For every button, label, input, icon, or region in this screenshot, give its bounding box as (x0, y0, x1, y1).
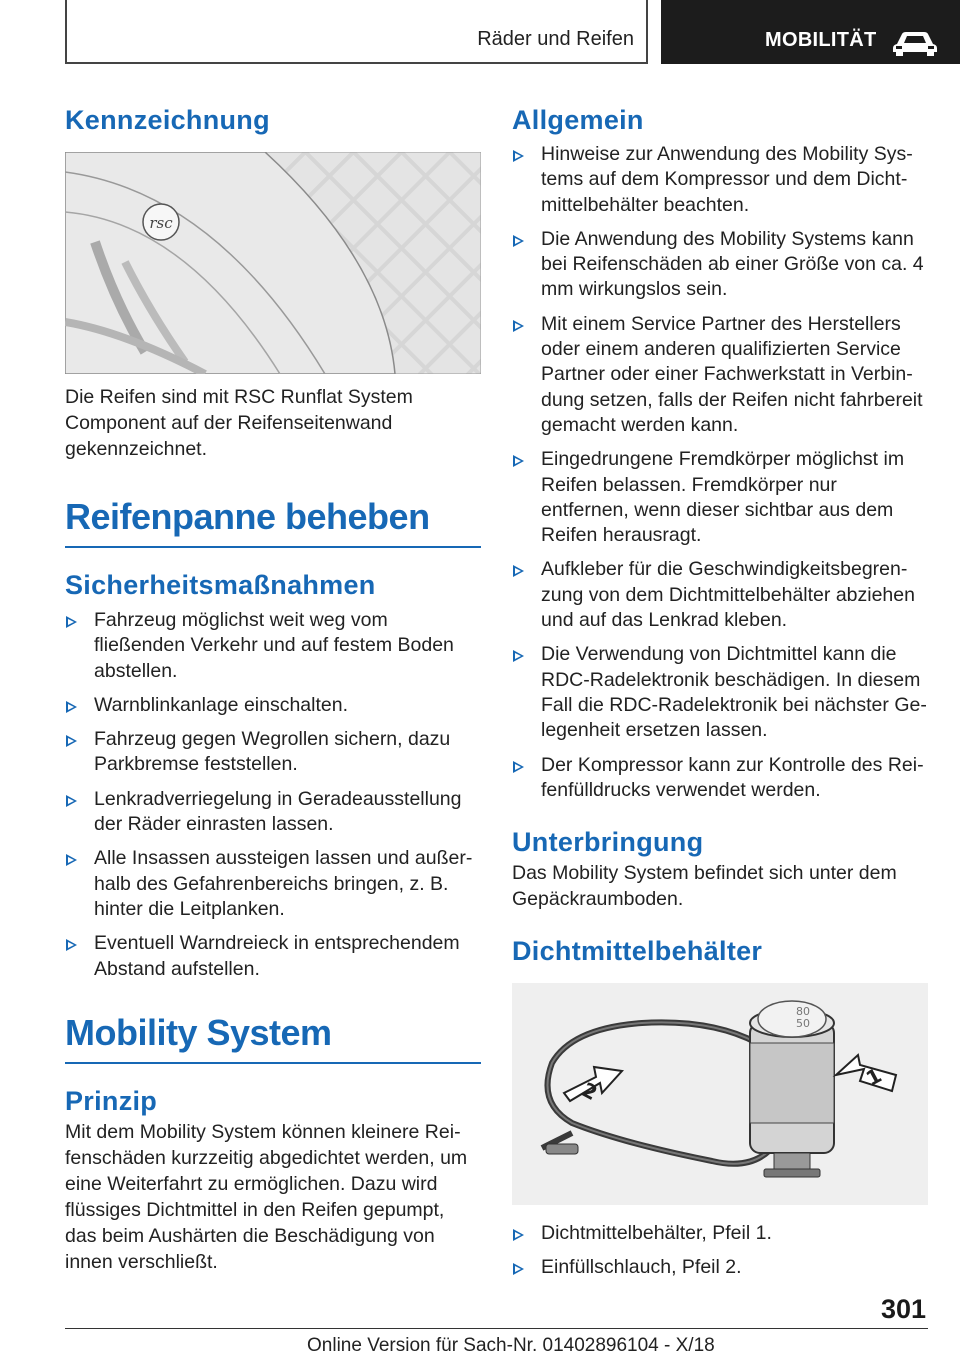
list-item: Warnblinkanlage einschalten. (65, 693, 481, 718)
list-item: Aufkleber für die Geschwindigkeitsbegrenzung von dem Dichtmittelbehälter abziehen und auf das Lenkrad kleben. (512, 557, 928, 633)
unterbringung-text: Das Mobility System befindet sich unter dem Gepäckraumboden. (512, 862, 897, 911)
dichtmittel-list (512, 1221, 928, 1281)
allgemein-heading: Allgemein (512, 105, 644, 135)
prinzip-heading: Prinzip (65, 1085, 158, 1116)
triangle-bullet-icon (513, 1263, 524, 1275)
triangle-bullet-icon (66, 939, 77, 951)
page-number: 301 (880, 1294, 926, 1324)
sicherheit-list (65, 608, 481, 982)
list-item: Der Kompressor kann zur Kontrolle des Reifenfülldrucks verwendet werden. (512, 753, 928, 804)
allgemein-list (512, 142, 928, 803)
list-item: Dichtmittelbehälter, Pfeil 1. (512, 1221, 928, 1246)
sealant-container-image (512, 983, 928, 1205)
list-item: Hinweise zur Anwendung des Mobility Systems auf dem Kompressor und dem Dichtmittelbehälter beachten. (512, 142, 928, 218)
triangle-bullet-icon (66, 854, 77, 866)
right-column (512, 96, 928, 1290)
sicherheit-heading: Sicherheitsmaßnahmen (65, 570, 376, 600)
list-item: Alle Insassen aussteigen lassen und außerhalb des Gefahrenbereichs bringen, z. B. hinter die Leitplanken. (65, 846, 481, 922)
container-label-80: 80 (796, 1005, 810, 1019)
footer-divider (65, 1328, 928, 1329)
triangle-bullet-icon (513, 1229, 524, 1241)
tire-rsc-marking-image (65, 152, 481, 374)
chapter-tab (661, 0, 960, 64)
triangle-bullet-icon (66, 735, 77, 747)
triangle-bullet-icon (66, 616, 77, 628)
arrow-label-2: 2 (577, 1077, 602, 1106)
triangle-bullet-icon (513, 650, 524, 662)
triangle-bullet-icon (513, 235, 524, 247)
list-item: Eingedrungene Fremdkörper möglichst im Reifen belassen. Fremdkörper nur entfernen, wenn dieser sichtbar aus dem Reifen herausragt. (512, 447, 928, 548)
car-icon (891, 30, 939, 56)
section-label: Räder und Reifen (477, 28, 634, 50)
svg-text:rsc: rsc (149, 214, 173, 232)
chapter-tab-label: MOBILITÄT (765, 29, 877, 51)
triangle-bullet-icon (513, 320, 524, 332)
triangle-bullet-icon (513, 565, 524, 577)
triangle-bullet-icon (66, 795, 77, 807)
list-item: Fahrzeug möglichst weit weg vom fließenden Verkehr und auf festem Boden abstellen. (65, 608, 481, 684)
triangle-bullet-icon (513, 455, 524, 467)
running-header (65, 0, 648, 64)
kennzeichnung-text: Die Reifen sind mit RSC Runflat System Component auf der Reifenseitenwand gekennzeichnet. (65, 386, 413, 460)
list-item: Die Anwendung des Mobility Systems kann bei Reifenschäden ab einer Größe von ca. 4 mm wirkungslos sein. (512, 227, 928, 303)
mobility-system-heading: Mobility System (65, 1012, 481, 1064)
reifenpanne-heading: Reifenpanne beheben (65, 496, 481, 548)
list-item: Mit einem Service Partner des Herstellers oder einem anderen qualifizierten Service Partner oder einer Fachwerkstatt in Verbindung setzen, falls der Reifen nicht fahrbereit gemacht werden kann. (512, 312, 928, 438)
online-version-text: Online Version für Sach-Nr. 01402896104 - X/18 (307, 1335, 715, 1356)
list-item: Die Verwendung von Dichtmittel kann die RDC-Radelektronik beschädigen. In diesem Fall die RDC-Radelektronik bei nächster Gelegenheit ersetzen lassen. (512, 642, 928, 743)
left-column (65, 96, 481, 1275)
triangle-bullet-icon (513, 150, 524, 162)
list-item: Fahrzeug gegen Wegrollen sichern, dazu Parkbremse feststellen. (65, 727, 481, 778)
dichtmittelbehaelter-heading: Dichtmittelbehälter (512, 936, 763, 967)
list-item: Lenkradverriegelung in Geradeausstellung der Räder einrasten lassen. (65, 787, 481, 838)
list-item: Eventuell Warndreieck in entsprechendem Abstand aufstellen. (65, 931, 481, 982)
unterbringung-heading: Unterbringung (512, 827, 704, 858)
arrow-label-1: 1 (861, 1063, 886, 1091)
kennzeichnung-heading: Kennzeichnung (65, 105, 270, 135)
prinzip-text: Mit dem Mobility System können kleinere Reifenschäden kurzzeitig abgedichtet werden, um eine Weiterfahrt zu ermöglichen. Dazu wird flüssiges Dichtmittel in den Reifen gepumpt, das beim Aushärten die Beschädigung von innen verschließt. (65, 1120, 468, 1273)
triangle-bullet-icon (513, 761, 524, 773)
triangle-bullet-icon (66, 701, 77, 713)
list-item: Einfüllschlauch, Pfeil 2. (512, 1255, 928, 1280)
container-label-50: 50 (796, 1017, 810, 1031)
